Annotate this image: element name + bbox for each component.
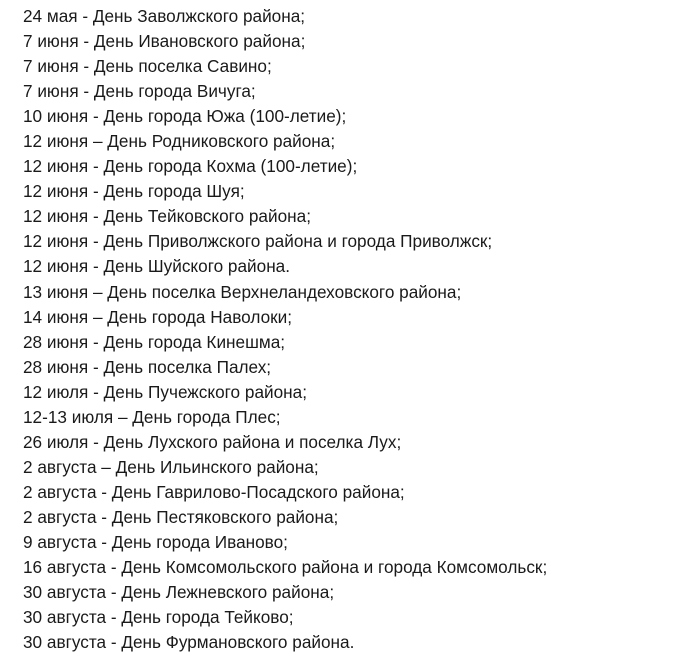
list-item: 12 июня - День Шуйского района.	[23, 256, 291, 277]
list-item: 10 июня - День города Южа (100-летие);	[23, 106, 347, 127]
list-item: 2 августа - День Пестяковского района;	[23, 506, 339, 527]
list-item: 12 июня – День Родниковского района;	[23, 131, 336, 152]
list-item: 7 июня - День города Вичуга;	[23, 81, 256, 102]
list-item: 12-13 июля – День города Плес;	[23, 406, 281, 427]
list-item: 28 июня - День поселка Палех;	[23, 356, 272, 377]
list-item: 30 августа - День Лежневского района;	[23, 582, 335, 603]
list-item: 14 июня – День города Наволоки;	[23, 306, 293, 327]
list-item: 13 июня – День поселка Верхнеландеховского района;	[23, 281, 462, 302]
list-item: 12 июля - День Пучежского района;	[23, 381, 307, 402]
list-item: 2 августа – День Ильинского района;	[23, 456, 319, 477]
list-item: 30 августа - День города Тейково;	[23, 607, 294, 628]
list-item: 26 июля - День Лухского района и поселка Лух;	[23, 431, 402, 452]
list-item: 2 августа - День Гаврилово-Посадского района;	[23, 481, 405, 502]
list-item: 30 августа - День Фурмановского района.	[23, 632, 355, 653]
list-item: 9 августа - День города Иваново;	[23, 531, 288, 552]
list-item: 24 мая - День Заволжского района;	[23, 6, 306, 26]
list-item: 12 июня - День Приволжского района и города Приволжск;	[23, 231, 493, 252]
list-item: 16 августа - День Комсомольского района и города Комсомольск;	[23, 557, 548, 578]
list-item: 7 июня - День поселка Савино;	[23, 56, 272, 77]
list-item: 12 июня - День города Кохма (100-летие);	[23, 156, 358, 177]
list-item: 12 июня - День города Шуя;	[23, 181, 245, 202]
list-item: 7 июня - День Ивановского района;	[23, 31, 306, 52]
list-item: 12 июня - День Тейковского района;	[23, 206, 311, 227]
list-item: 28 июня - День города Кинешма;	[23, 331, 286, 352]
events-list	[23, 4, 547, 655]
